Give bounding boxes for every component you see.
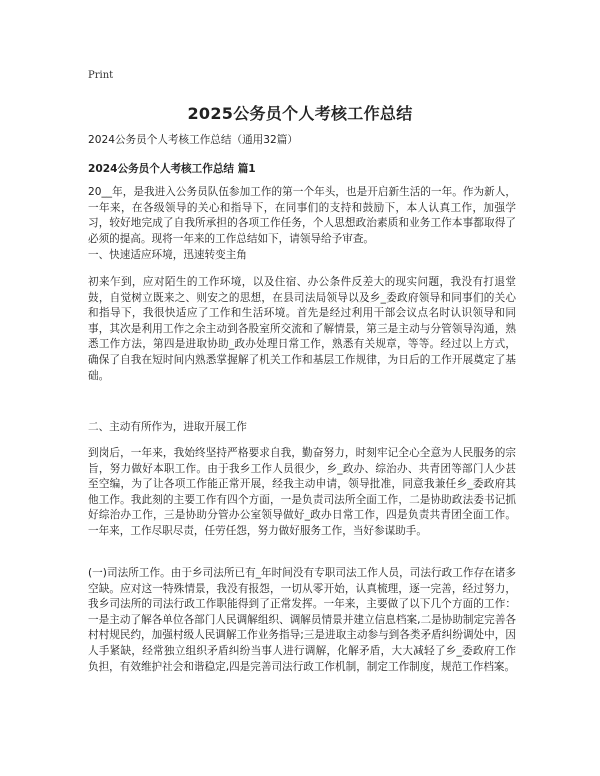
work-paragraph: 到岗后，一年来，我始终坚持严格要求自我，勤奋努力，时刻牢记全心全意为人民服务的宗旨，努力做好本职工作。由于我乡工作人员很少，乡_政办、综治办、共青团等部门人少甚至空编，为了让各项工作能正常开展，经我主动申请，领导批准，同意我兼任乡_委政府其他工作。我此刻的主要工作有四个方面，一是负责司法所全面工作，二是协助政法委书记抓好综治办工作，三是协助分管办公室领导做好_政办日常工作，四是负责共青团全面工作。一年来，工作尽职尽责，任劳任怨，努力做好服务工作，当好参谋助手。 [88,447,516,537]
heading-adapt: 一、快速适应环境，迅速转变主角 [88,249,247,261]
intro-paragraph: 20__年，是我进入公务员队伍参加工作的第一个年头，也是开启新生活的一年。作为新人，一年来，在各级领导的关心和指导下，在同事们的支持和鼓励下，本人认真工作，加强学习，较好地完成了自我所承担的各项工作任务，个人思想政治素质和业务工作本事都取得了必须的提高。现将一年来的工作总结如下，请领导给予审查。 [88,186,516,245]
page-title: 2025公务员个人考核工作总结 [187,104,413,123]
section-heading: 2024公务员个人考核工作总结 篇1 [88,163,256,175]
document-subtitle: 2024公务员个人考核工作总结（通用32篇） [88,134,298,146]
judicial-paragraph: (一)司法所工作。由于乡司法所已有_年时间没有专职司法工作人员，司法行政工作存在诸多空缺。应对这一特殊情景，我没有报怨，一切从零开始，认真梳理，逐一完善，经过努力，我乡司法所的司法行政工作职能得到了正常发挥。一年来，主要做了以下几个方面的工作：一是主动了解各单位各部门人民调解组织、调解员情景并建立信息档案,二是协助制定完善各村村规民约，加强村级人民调解工作业务指导;三是进取主动参与到各类矛盾纠纷调处中，因人手紧缺，经常独立组织矛盾纠纷当事人进行调解，化解矛盾，大大减轻了乡_委政府工作负担，有效维护社会和谐稳定,四是完善司法行政工作机制，制定工作制度，规范工作档案。 [88,567,516,673]
adapt-paragraph: 初来乍到，应对陌生的工作环境，以及住宿、办公条件反差大的现实问题，我没有打退堂鼓，自觉树立既来之、则安之的思想，在县司法局领导以及乡_委政府领导和同事们的关心和指导下，我很快适应了工作和生活环境。首先是经过利用干部会议点名时认识领导和同事，其次是利用工作之余主动到各股室所交流和了解情景，第三是主动与分管领导沟通，熟悉工作方法，第四是进取协助_政办处理日常工作，熟悉有关规章，等等。经过以上方式，确保了自我在短时间内熟悉掌握解了机关工作和基层工作规律，为日后的工作开展奠定了基础。 [88,276,516,382]
heading-work: 二、主动有所作为，进取开展工作 [88,421,247,433]
print-label[interactable]: Print [88,70,114,81]
